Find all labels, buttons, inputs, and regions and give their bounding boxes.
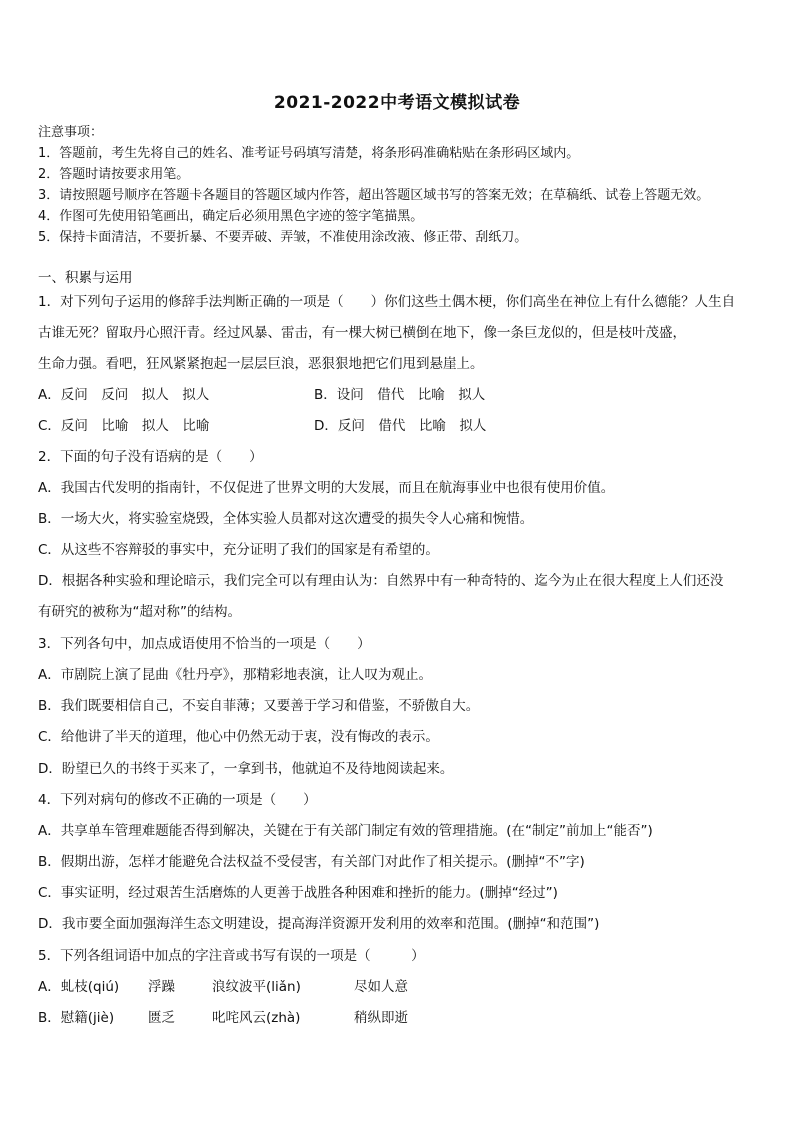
question-2-option: D．根据各种实验和理论暗示，我们完全可以有理由认为：自然界中有一种奇特的、迄今为止在很大程度上人们还没 [38,573,724,589]
question-3-option: C．给他讲了半天的道理，他心中仍然无动于衷，没有悔改的表示。 [38,729,439,745]
question-3-stem: 3．下列各句中，加点成语使用不恰当的一项是（ ） [38,636,371,652]
question-1-option-a: A．反问 反问 拟人 拟人 [38,387,210,403]
notice-item: 1．答题前，考生先将自己的姓名、准考证号码填写清楚，将条形码准确粘贴在条形码区域内。 [38,146,580,161]
question-2-option: A．我国古代发明的指南针，不仅促进了世界文明的大发展，而且在航海事业中也很有使用价值。 [38,480,615,496]
question-2-option: C．从这些不容辩驳的事实中，充分证明了我们的国家是有希望的。 [38,542,439,558]
question-5-b-word-4: 稍纵即逝 [354,1010,408,1026]
notice-item: 5．保持卡面清洁，不要折暴、不要弄破、弄皱，不准使用涂改液、修正带、刮纸刀。 [38,230,528,245]
page-title: 2021-2022中考语文模拟试卷 [273,93,521,113]
notice-item: 2．答题时请按要求用笔。 [38,167,190,182]
notice-item: 3．请按照题号顺序在答题卡各题目的答题区域内作答，超出答题区域书写的答案无效；在草稿纸、试卷上答题无效。 [38,188,710,203]
question-1-option-d: D．反问 借代 比喻 拟人 [314,418,487,434]
question-5-a-word-1: A．虬枝(qiú) [38,979,120,995]
question-5-stem: 5．下列各组词语中加点的字注音或书写有误的一项是（ ） [38,948,425,964]
question-5-a-word-4: 尽如人意 [354,979,408,995]
question-4-option: D．我市要全面加强海洋生态文明建设，提高海洋资源开发利用的效率和范围。(删掉“和范围”) [38,916,600,932]
question-4-option: B．假期出游，怎样才能避免合法权益不受侵害，有关部门对此作了相关提示。(删掉“不”字) [38,854,585,870]
question-1-option-c: C．反问 比喻 拟人 比喻 [38,418,210,434]
question-4-option: A．共享单车管理难题能否得到解决，关键在于有关部门制定有效的管理措施。(在“制定”前加上“能否”) [38,823,653,839]
question-5-a-word-2: 浮躁 [148,979,175,995]
question-5-b-word-3: 叱咤风云(zhà) [212,1010,301,1026]
question-1-line: 生命力强。看吧，狂风紧紧抱起一层层巨浪，恶狠狠地把它们甩到悬崖上。 [38,356,484,372]
question-5-a-word-3: 浪纹波平(liǎn) [212,979,301,995]
question-3-option: B．我们既要相信自己，不妄自菲薄；又要善于学习和借鉴，不骄傲自大。 [38,698,480,714]
question-3-option: A．市剧院上演了昆曲《牡丹亭》，那精彩地表演，让人叹为观止。 [38,667,432,683]
notice-heading: 注意事项： [38,125,104,140]
question-3-option: D．盼望已久的书终于买来了，一拿到书，他就迫不及待地阅读起来。 [38,761,454,777]
question-4-stem: 4．下列对病句的修改不正确的一项是（ ） [38,792,317,808]
question-4-option: C．事实证明，经过艰苦生活磨炼的人更善于战胜各种困难和挫折的能力。(删掉“经过”) [38,885,558,901]
question-2-option: B．一场大火，将实验室烧毁，全体实验人员都对这次遭受的损失令人心痛和惋惜。 [38,511,534,527]
question-5-b-word-1: B．慰籍(jiè) [38,1010,115,1026]
question-5-b-word-2: 匮乏 [148,1010,175,1026]
question-1-line: 1．对下列句子运用的修辞手法判断正确的一项是（ ）你们这些土偶木梗，你们高坐在神位上有什么德能？人生自 [38,294,736,310]
question-1-line: 古谁无死？留取丹心照汗青。经过风暴、雷击，有一棵大树已横倒在地下，像一条巨龙似的，但是枝叶茂盛， [38,325,686,341]
notice-item: 4．作图可先使用铅笔画出，确定后必须用黑色字迹的签字笔描黑。 [38,209,424,224]
question-2-option: 有研究的被称为“超对称”的结构。 [38,604,241,620]
question-1-option-b: B．设问 借代 比喻 拟人 [314,387,486,403]
question-2-stem: 2．下面的句子没有语病的是（ ） [38,449,263,465]
section-heading: 一、积累与运用 [38,270,133,286]
